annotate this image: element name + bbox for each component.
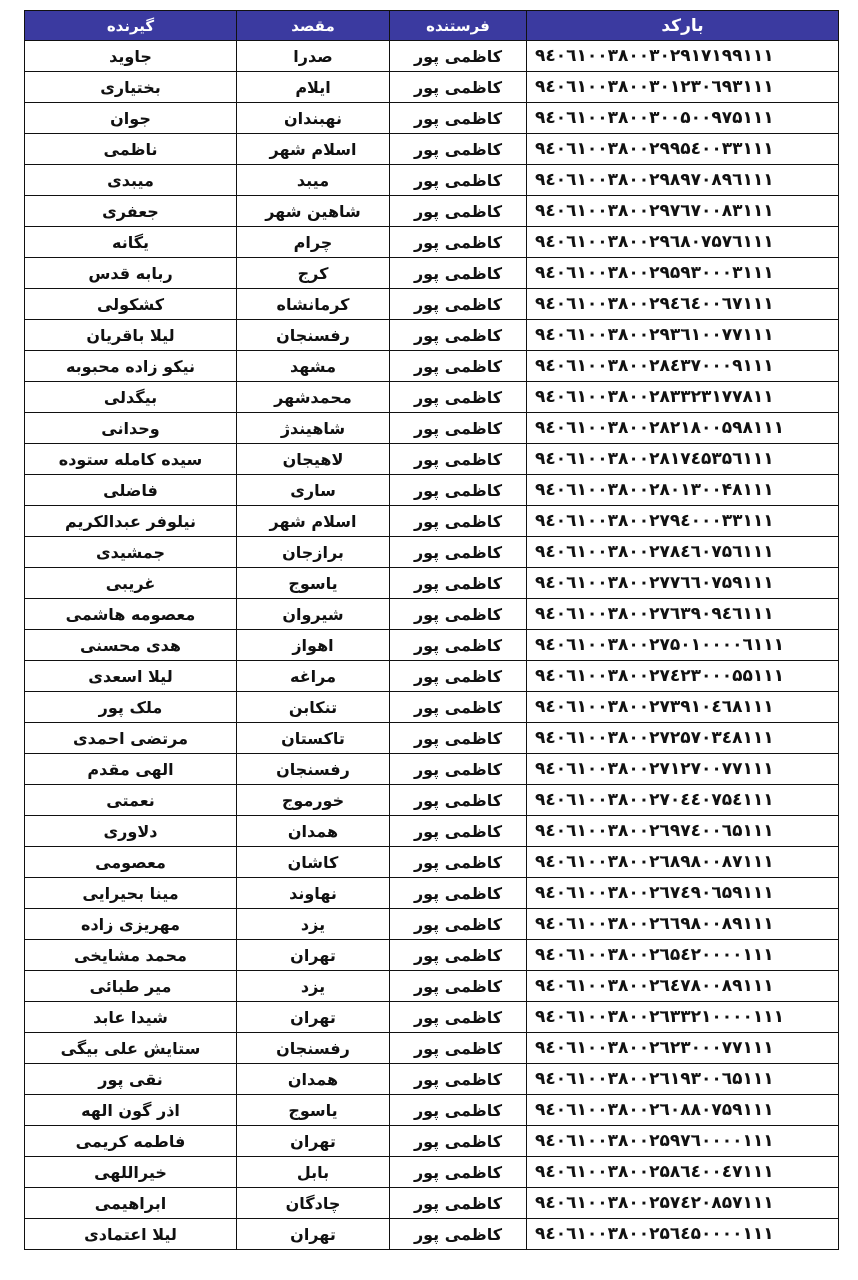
barcode-cell: ۹٤۰٦۱۰۰۳۸۰۰۲۷۰٤٤۰۷۵٤۱۱۱ bbox=[527, 785, 839, 816]
destination-cell: تهران bbox=[237, 1219, 390, 1250]
receiver-cell: یگانه bbox=[25, 227, 237, 258]
table-row bbox=[25, 1064, 839, 1095]
receiver-cell: مرتضی احمدی bbox=[25, 723, 237, 754]
barcode-cell: ۹٤۰٦۱۰۰۳۸۰۰۲۸٤۳۷۰۰۰۹۱۱۱ bbox=[527, 351, 839, 382]
destination-cell: تهران bbox=[237, 940, 390, 971]
table-row bbox=[25, 41, 839, 72]
table-row bbox=[25, 1126, 839, 1157]
table-row bbox=[25, 692, 839, 723]
table-row bbox=[25, 1033, 839, 1064]
barcode-cell: ۹٤۰٦۱۰۰۳۸۰۰۳۰۲۹۱۷۱۹۹۱۱۱ bbox=[527, 41, 839, 72]
destination-cell: مشهد bbox=[237, 351, 390, 382]
destination-cell: کاشان bbox=[237, 847, 390, 878]
destination-cell: میبد bbox=[237, 165, 390, 196]
sender-cell: کاظمی پور bbox=[390, 1126, 527, 1157]
table-row bbox=[25, 785, 839, 816]
receiver-cell: نیکو زاده محبوبه bbox=[25, 351, 237, 382]
receiver-cell: جمشیدی bbox=[25, 537, 237, 568]
destination-cell: چرام bbox=[237, 227, 390, 258]
table-row bbox=[25, 909, 839, 940]
sender-cell: کاظمی پور bbox=[390, 475, 527, 506]
sender-cell: کاظمی پور bbox=[390, 506, 527, 537]
receiver-cell: هدی محسنی bbox=[25, 630, 237, 661]
receiver-cell: میبدی bbox=[25, 165, 237, 196]
receiver-cell: فاضلی bbox=[25, 475, 237, 506]
sender-cell: کاظمی پور bbox=[390, 940, 527, 971]
table-row bbox=[25, 1219, 839, 1250]
barcode-cell: ۹٤۰٦۱۰۰۳۸۰۰۲۷۲۵۷۰۳٤۸۱۱۱ bbox=[527, 723, 839, 754]
destination-cell: رفسنجان bbox=[237, 1033, 390, 1064]
destination-cell: تهران bbox=[237, 1002, 390, 1033]
sender-cell: کاظمی پور bbox=[390, 351, 527, 382]
barcode-cell: ۹٤۰٦۱۰۰۳۸۰۰۲٦۸۹۸۰۰۸۷۱۱۱ bbox=[527, 847, 839, 878]
sender-cell: کاظمی پور bbox=[390, 971, 527, 1002]
table-row bbox=[25, 1188, 839, 1219]
sender-cell: کاظمی پور bbox=[390, 1157, 527, 1188]
sender-cell: کاظمی پور bbox=[390, 72, 527, 103]
table-row bbox=[25, 847, 839, 878]
destination-cell: تنکابن bbox=[237, 692, 390, 723]
barcode-cell: ۹٤۰٦۱۰۰۳۸۰۰۲۵۹۷٦۰۰۰۰۱۱۱ bbox=[527, 1126, 839, 1157]
sender-cell: کاظمی پور bbox=[390, 1188, 527, 1219]
table-row bbox=[25, 661, 839, 692]
barcode-cell: ۹٤۰٦۱۰۰۳۸۰۰۲٦۹۷٤۰۰٦۵۱۱۱ bbox=[527, 816, 839, 847]
sender-cell: کاظمی پور bbox=[390, 785, 527, 816]
receiver-cell: ربابه قدس bbox=[25, 258, 237, 289]
receiver-cell: ستایش علی بیگی bbox=[25, 1033, 237, 1064]
receiver-cell: لیلا باقریان bbox=[25, 320, 237, 351]
sender-cell: کاظمی پور bbox=[390, 382, 527, 413]
destination-cell: تهران bbox=[237, 1126, 390, 1157]
barcode-cell: ۹٤۰٦۱۰۰۳۸۰۰۳۰۰۵۰۰۹۷۵۱۱۱ bbox=[527, 103, 839, 134]
destination-cell: کرج bbox=[237, 258, 390, 289]
sender-cell: کاظمی پور bbox=[390, 227, 527, 258]
sender-cell: کاظمی پور bbox=[390, 289, 527, 320]
barcode-cell: ۹٤۰٦۱۰۰۳۸۰۰۲۷۹٤۰۰۰۳۳۱۱۱ bbox=[527, 506, 839, 537]
barcode-cell: ۹٤۰٦۱۰۰۳۸۰۰۲٦۵٤۲۰۰۰۰۱۱۱ bbox=[527, 940, 839, 971]
barcode-cell: ۹٤۰٦۱۰۰۳۸۰۰۲۷۵۰۱۰۰۰۰٦۱۱۱ bbox=[527, 630, 839, 661]
destination-cell: یزد bbox=[237, 909, 390, 940]
table-row bbox=[25, 537, 839, 568]
table-row bbox=[25, 940, 839, 971]
receiver-cell: میر طبائی bbox=[25, 971, 237, 1002]
sender-cell: کاظمی پور bbox=[390, 847, 527, 878]
barcode-cell: ۹٤۰٦۱۰۰۳۸۰۰۲۷۸٤٦۰۷۵٦۱۱۱ bbox=[527, 537, 839, 568]
destination-cell: شاهین شهر bbox=[237, 196, 390, 227]
sender-cell: کاظمی پور bbox=[390, 661, 527, 692]
table-row bbox=[25, 72, 839, 103]
sender-cell: کاظمی پور bbox=[390, 103, 527, 134]
barcode-cell: ۹٤۰٦۱۰۰۳۸۰۰۲۸۱۷٤۵۳۵٦۱۱۱ bbox=[527, 444, 839, 475]
barcode-cell: ۹٤۰٦۱۰۰۳۸۰۰۲۹٦۸۰۷۵۷٦۱۱۱ bbox=[527, 227, 839, 258]
sender-cell: کاظمی پور bbox=[390, 1002, 527, 1033]
sender-cell: کاظمی پور bbox=[390, 723, 527, 754]
destination-cell: یاسوج bbox=[237, 1095, 390, 1126]
sender-cell: کاظمی پور bbox=[390, 258, 527, 289]
receiver-cell: مینا بحیرایی bbox=[25, 878, 237, 909]
destination-cell: نهاوند bbox=[237, 878, 390, 909]
table-row bbox=[25, 568, 839, 599]
receiver-cell: مهریزی زاده bbox=[25, 909, 237, 940]
barcode-cell: ۹٤۰٦۱۰۰۳۸۰۰۲٦۷٤۹۰٦۵۹۱۱۱ bbox=[527, 878, 839, 909]
destination-cell: شاهیندژ bbox=[237, 413, 390, 444]
sender-cell: کاظمی پور bbox=[390, 413, 527, 444]
sender-cell: کاظمی پور bbox=[390, 1033, 527, 1064]
barcode-cell: ۹٤۰٦۱۰۰۳۸۰۰۲۹٤٦٤۰۰٦۷۱۱۱ bbox=[527, 289, 839, 320]
destination-cell: اسلام شهر bbox=[237, 134, 390, 165]
receiver-cell: اذر گون الهه bbox=[25, 1095, 237, 1126]
receiver-cell: محمد مشایخی bbox=[25, 940, 237, 971]
table-row bbox=[25, 351, 839, 382]
receiver-cell: نیلوفر عبدالکریم bbox=[25, 506, 237, 537]
barcode-cell: ۹٤۰٦۱۰۰۳۸۰۰۲٦۰۸۸۰۷۵۹۱۱۱ bbox=[527, 1095, 839, 1126]
receiver-cell: الهی مقدم bbox=[25, 754, 237, 785]
destination-cell: اهواز bbox=[237, 630, 390, 661]
receiver-cell: بختیاری bbox=[25, 72, 237, 103]
table-row bbox=[25, 475, 839, 506]
sender-cell: کاظمی پور bbox=[390, 1095, 527, 1126]
destination-cell: لاهیجان bbox=[237, 444, 390, 475]
sender-cell: کاظمی پور bbox=[390, 41, 527, 72]
table-row bbox=[25, 506, 839, 537]
sender-cell: کاظمی پور bbox=[390, 165, 527, 196]
barcode-cell: ۹٤۰٦۱۰۰۳۸۰۰۳۰۱۲۳۰٦۹۳۱۱۱ bbox=[527, 72, 839, 103]
barcode-cell: ۹٤۰٦۱۰۰۳۸۰۰۲٦۱۹۳۰۰٦۵۱۱۱ bbox=[527, 1064, 839, 1095]
table-row bbox=[25, 103, 839, 134]
table-row bbox=[25, 382, 839, 413]
barcode-cell: ۹٤۰٦۱۰۰۳۸۰۰۲٦۳۳۲۱۰۰۰۰۱۱۱ bbox=[527, 1002, 839, 1033]
header-sender: فرستنده bbox=[390, 11, 527, 41]
receiver-cell: معصومه هاشمی bbox=[25, 599, 237, 630]
table-row bbox=[25, 1095, 839, 1126]
sender-cell: کاظمی پور bbox=[390, 320, 527, 351]
sender-cell: کاظمی پور bbox=[390, 444, 527, 475]
sender-cell: کاظمی پور bbox=[390, 196, 527, 227]
destination-cell: شیروان bbox=[237, 599, 390, 630]
barcode-cell: ۹٤۰٦۱۰۰۳۸۰۰۲۵۷٤۲۰۸۵۷۱۱۱ bbox=[527, 1188, 839, 1219]
destination-cell: صدرا bbox=[237, 41, 390, 72]
sender-cell: کاظمی پور bbox=[390, 909, 527, 940]
barcode-cell: ۹٤۰٦۱۰۰۳۸۰۰۲۷۳۹۱۰٤٦۸۱۱۱ bbox=[527, 692, 839, 723]
table-row bbox=[25, 258, 839, 289]
table-row bbox=[25, 754, 839, 785]
sender-cell: کاظمی پور bbox=[390, 599, 527, 630]
destination-cell: چادگان bbox=[237, 1188, 390, 1219]
receiver-cell: ملک پور bbox=[25, 692, 237, 723]
barcode-cell: ۹٤۰٦۱۰۰۳۸۰۰۲۹۸۹۷۰۸۹٦۱۱۱ bbox=[527, 165, 839, 196]
destination-cell: نهبندان bbox=[237, 103, 390, 134]
sender-cell: کاظمی پور bbox=[390, 1219, 527, 1250]
barcode-cell: ۹٤۰٦۱۰۰۳۸۰۰۲۷٤۲۳۰۰۰۵۵۱۱۱ bbox=[527, 661, 839, 692]
barcode-cell: ۹٤۰٦۱۰۰۳۸۰۰۲٦٤۷۸۰۰۸۹۱۱۱ bbox=[527, 971, 839, 1002]
header-barcode: بارکد bbox=[527, 11, 839, 41]
destination-cell: محمدشهر bbox=[237, 382, 390, 413]
table-row bbox=[25, 444, 839, 475]
receiver-cell: فاطمه کریمی bbox=[25, 1126, 237, 1157]
receiver-cell: ناظمی bbox=[25, 134, 237, 165]
table-row bbox=[25, 320, 839, 351]
sender-cell: کاظمی پور bbox=[390, 630, 527, 661]
table-row bbox=[25, 165, 839, 196]
destination-cell: خورموج bbox=[237, 785, 390, 816]
destination-cell: رفسنجان bbox=[237, 754, 390, 785]
destination-cell: بابل bbox=[237, 1157, 390, 1188]
header-row bbox=[25, 11, 839, 41]
header-destination: مقصد bbox=[237, 11, 390, 41]
barcode-cell: ۹٤۰٦۱۰۰۳۸۰۰۲۹۳٦۱۰۰۷۷۱۱۱ bbox=[527, 320, 839, 351]
destination-cell: اسلام شهر bbox=[237, 506, 390, 537]
barcode-cell: ۹٤۰٦۱۰۰۳۸۰۰۲۷۱۲۷۰۰۷۷۱۱۱ bbox=[527, 754, 839, 785]
barcode-cell: ۹٤۰٦۱۰۰۳۸۰۰۲۹۷٦۷۰۰۸۳۱۱۱ bbox=[527, 196, 839, 227]
receiver-cell: لیلا اسعدی bbox=[25, 661, 237, 692]
receiver-cell: خیراللهی bbox=[25, 1157, 237, 1188]
table-row bbox=[25, 196, 839, 227]
sender-cell: کاظمی پور bbox=[390, 134, 527, 165]
destination-cell: کرمانشاه bbox=[237, 289, 390, 320]
barcode-cell: ۹٤۰٦۱۰۰۳۸۰۰۲۵٦٤۵۰۰۰۰۱۱۱ bbox=[527, 1219, 839, 1250]
table-row bbox=[25, 413, 839, 444]
destination-cell: برازجان bbox=[237, 537, 390, 568]
destination-cell: یاسوج bbox=[237, 568, 390, 599]
receiver-cell: جاوید bbox=[25, 41, 237, 72]
barcode-cell: ۹٤۰٦۱۰۰۳۸۰۰۲۸۰۱۳۰۰۴۸۱۱۱ bbox=[527, 475, 839, 506]
destination-cell: مراغه bbox=[237, 661, 390, 692]
header-receiver: گیرنده bbox=[25, 11, 237, 41]
table-row bbox=[25, 723, 839, 754]
sender-cell: کاظمی پور bbox=[390, 692, 527, 723]
barcode-cell: ۹٤۰٦۱۰۰۳۸۰۰۲۸۲۱۸۰۰۵۹۸۱۱۱ bbox=[527, 413, 839, 444]
sender-cell: کاظمی پور bbox=[390, 816, 527, 847]
destination-cell: همدان bbox=[237, 816, 390, 847]
barcode-cell: ۹٤۰٦۱۰۰۳۸۰۰۲۵۸٦٤۰۰٤۷۱۱۱ bbox=[527, 1157, 839, 1188]
barcode-cell: ۹٤۰٦۱۰۰۳۸۰۰۲۷۷٦٦۰۷۵۹۱۱۱ bbox=[527, 568, 839, 599]
table-row bbox=[25, 1157, 839, 1188]
receiver-cell: معصومی bbox=[25, 847, 237, 878]
table-row bbox=[25, 630, 839, 661]
sender-cell: کاظمی پور bbox=[390, 568, 527, 599]
barcode-cell: ۹٤۰٦۱۰۰۳۸۰۰۲٦۲۳۰۰۰۷۷۱۱۱ bbox=[527, 1033, 839, 1064]
barcode-cell: ۹٤۰٦۱۰۰۳۸۰۰۲۹۹۵٤۰۰۳۳۱۱۱ bbox=[527, 134, 839, 165]
sender-cell: کاظمی پور bbox=[390, 537, 527, 568]
barcode-cell: ۹٤۰٦۱۰۰۳۸۰۰۲۷٦۳۹۰۹٤٦۱۱۱ bbox=[527, 599, 839, 630]
sender-cell: کاظمی پور bbox=[390, 754, 527, 785]
destination-cell: ایلام bbox=[237, 72, 390, 103]
table-row bbox=[25, 134, 839, 165]
destination-cell: همدان bbox=[237, 1064, 390, 1095]
destination-cell: رفسنجان bbox=[237, 320, 390, 351]
shipment-table bbox=[24, 10, 839, 1250]
destination-cell: یزد bbox=[237, 971, 390, 1002]
table-row bbox=[25, 599, 839, 630]
table-row bbox=[25, 227, 839, 258]
receiver-cell: سیده کامله ستوده bbox=[25, 444, 237, 475]
table-row bbox=[25, 878, 839, 909]
table-row bbox=[25, 289, 839, 320]
receiver-cell: ابراهیمی bbox=[25, 1188, 237, 1219]
receiver-cell: نقی پور bbox=[25, 1064, 237, 1095]
barcode-cell: ۹٤۰٦۱۰۰۳۸۰۰۲٦٦۹۸۰۰۸۹۱۱۱ bbox=[527, 909, 839, 940]
receiver-cell: دلاوری bbox=[25, 816, 237, 847]
table-row bbox=[25, 1002, 839, 1033]
receiver-cell: شیدا عابد bbox=[25, 1002, 237, 1033]
receiver-cell: نعمتی bbox=[25, 785, 237, 816]
receiver-cell: غریبی bbox=[25, 568, 237, 599]
sender-cell: کاظمی پور bbox=[390, 1064, 527, 1095]
barcode-cell: ۹٤۰٦۱۰۰۳۸۰۰۲۹۵۹۳۰۰۰۳۱۱۱ bbox=[527, 258, 839, 289]
table-row bbox=[25, 816, 839, 847]
receiver-cell: بیگدلی bbox=[25, 382, 237, 413]
receiver-cell: وحدانی bbox=[25, 413, 237, 444]
barcode-cell: ۹٤۰٦۱۰۰۳۸۰۰۲۸۳۳۲۳۱۷۷۸۱۱ bbox=[527, 382, 839, 413]
destination-cell: ساری bbox=[237, 475, 390, 506]
destination-cell: تاکستان bbox=[237, 723, 390, 754]
receiver-cell: کشکولی bbox=[25, 289, 237, 320]
receiver-cell: جوان bbox=[25, 103, 237, 134]
receiver-cell: لیلا اعتمادی bbox=[25, 1219, 237, 1250]
table-row bbox=[25, 971, 839, 1002]
receiver-cell: جعفری bbox=[25, 196, 237, 227]
sender-cell: کاظمی پور bbox=[390, 878, 527, 909]
